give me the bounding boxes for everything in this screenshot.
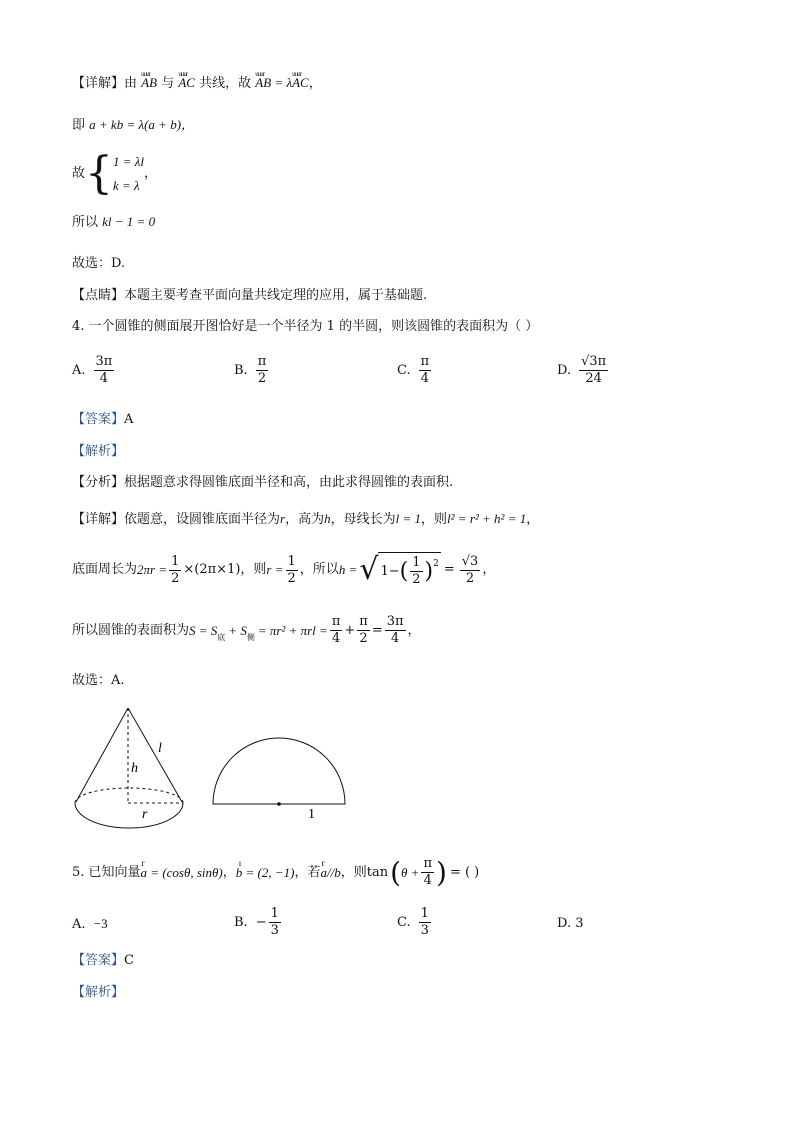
detail-line-2: 即 a + kb = λ(a + b)， (72, 117, 195, 133)
q4-option-a: A. $\frac{3\pi}{4}$ (72, 354, 113, 386)
q4-detail-1: 【详解】依题意，设圆锥底面半径为r，高为h，母线长为l = 1，则l² = r² + h² = 1， (72, 511, 540, 527)
q4-detail-2: 底面周长为 2πr = $\frac{1}{2}$ ×(2π×1)，则 r = $\frac{1}{2}$ ，所以 h = √ 1− ( $\frac{1}{2}$ ) $^2$ = $\frac{√3}{2}$ ， (72, 552, 496, 587)
label-one: 1 (308, 807, 315, 822)
q5-option-d: D. 3 (557, 916, 584, 931)
q4-option-d: D. $\frac{√3\pi}{24}$ (557, 354, 607, 386)
cone-figure (70, 700, 360, 840)
vector-ac: uuur AC (178, 74, 195, 92)
q4-stem: 4. 一个圆锥的侧面展开图恰好是一个半径为 1 的半圆，则该圆锥的表面积为（ ） (72, 319, 539, 334)
vector-ab: uuur AB (141, 74, 157, 92)
label-h: h (131, 761, 138, 776)
base-front (75, 803, 183, 828)
q5-option-b: B. − $\frac{1}{3}$ (234, 906, 279, 938)
q4-detail-3: 所以圆锥的表面积为 S = S $_底$ + S $_侧$ = πr² + πrl = $\frac{\pi}{4}$ + $\frac{\pi}{2}$ = $\frac{3\pi}{4}$ ， (72, 614, 421, 646)
semicircle-center (277, 802, 281, 806)
answer-tag: 【答案】 (72, 412, 125, 427)
dianjing-line: 【点睛】本题主要考查平面向量共线定理的应用，属于基础题. (72, 288, 428, 303)
base-back-dashed (75, 788, 183, 803)
detail-line-4: 所以 kl − 1 = 0 (72, 214, 156, 230)
q5-answer: 【答案】C (72, 953, 134, 968)
label-l: l (158, 741, 162, 756)
label-r: r (142, 807, 148, 822)
q5-option-a: A. −3 (72, 916, 108, 932)
choose-d: 故选：D. (72, 256, 126, 271)
left-brace: { (85, 148, 114, 199)
q4-choose: 故选：A. (72, 673, 125, 688)
detail-line-3: 故 { 1 = λl k = λ ， (72, 148, 158, 199)
semicircle (213, 738, 345, 804)
q5-stem: 5. 已知向量 r a = (cosθ, sinθ) ， ı b = (2, −1) ，若 r a//b ，则 tan ( θ + $\frac{\pi}{4}$ ) = ( ) (72, 856, 479, 889)
q4-fenxi: 【分析】根据题意求得圆锥底面半径和高，由此求得圆锥的表面积. (72, 475, 454, 490)
vector-equation: a + kb = λ(a + b)， (89, 117, 195, 132)
q4-answer: 【答案】A (72, 412, 134, 427)
q4-option-c: C. $\frac{\pi}{4}$ (397, 354, 430, 386)
sqrt-expression: √ 1− ( $\frac{1}{2}$ ) $^2$ (359, 552, 439, 587)
q5-option-c: C. $\frac{1}{3}$ (397, 906, 429, 938)
cone-right-edge (128, 708, 182, 802)
q4-analysis-tag: 【解析】 (72, 444, 125, 459)
dianjing-tag: 【点睛】 (72, 288, 125, 303)
q4-option-b: B. $\frac{\pi}{2}$ (234, 354, 267, 386)
q5-analysis-tag: 【解析】 (72, 985, 125, 1000)
detail-tag: 【详解】 (72, 76, 125, 91)
equation-system: 1 = λl k = λ (113, 154, 145, 193)
detail-line-1: 【详解】由 uuur AB 与 uuur AC 共线，故 uuur AB = λuuur AC， (72, 74, 322, 93)
